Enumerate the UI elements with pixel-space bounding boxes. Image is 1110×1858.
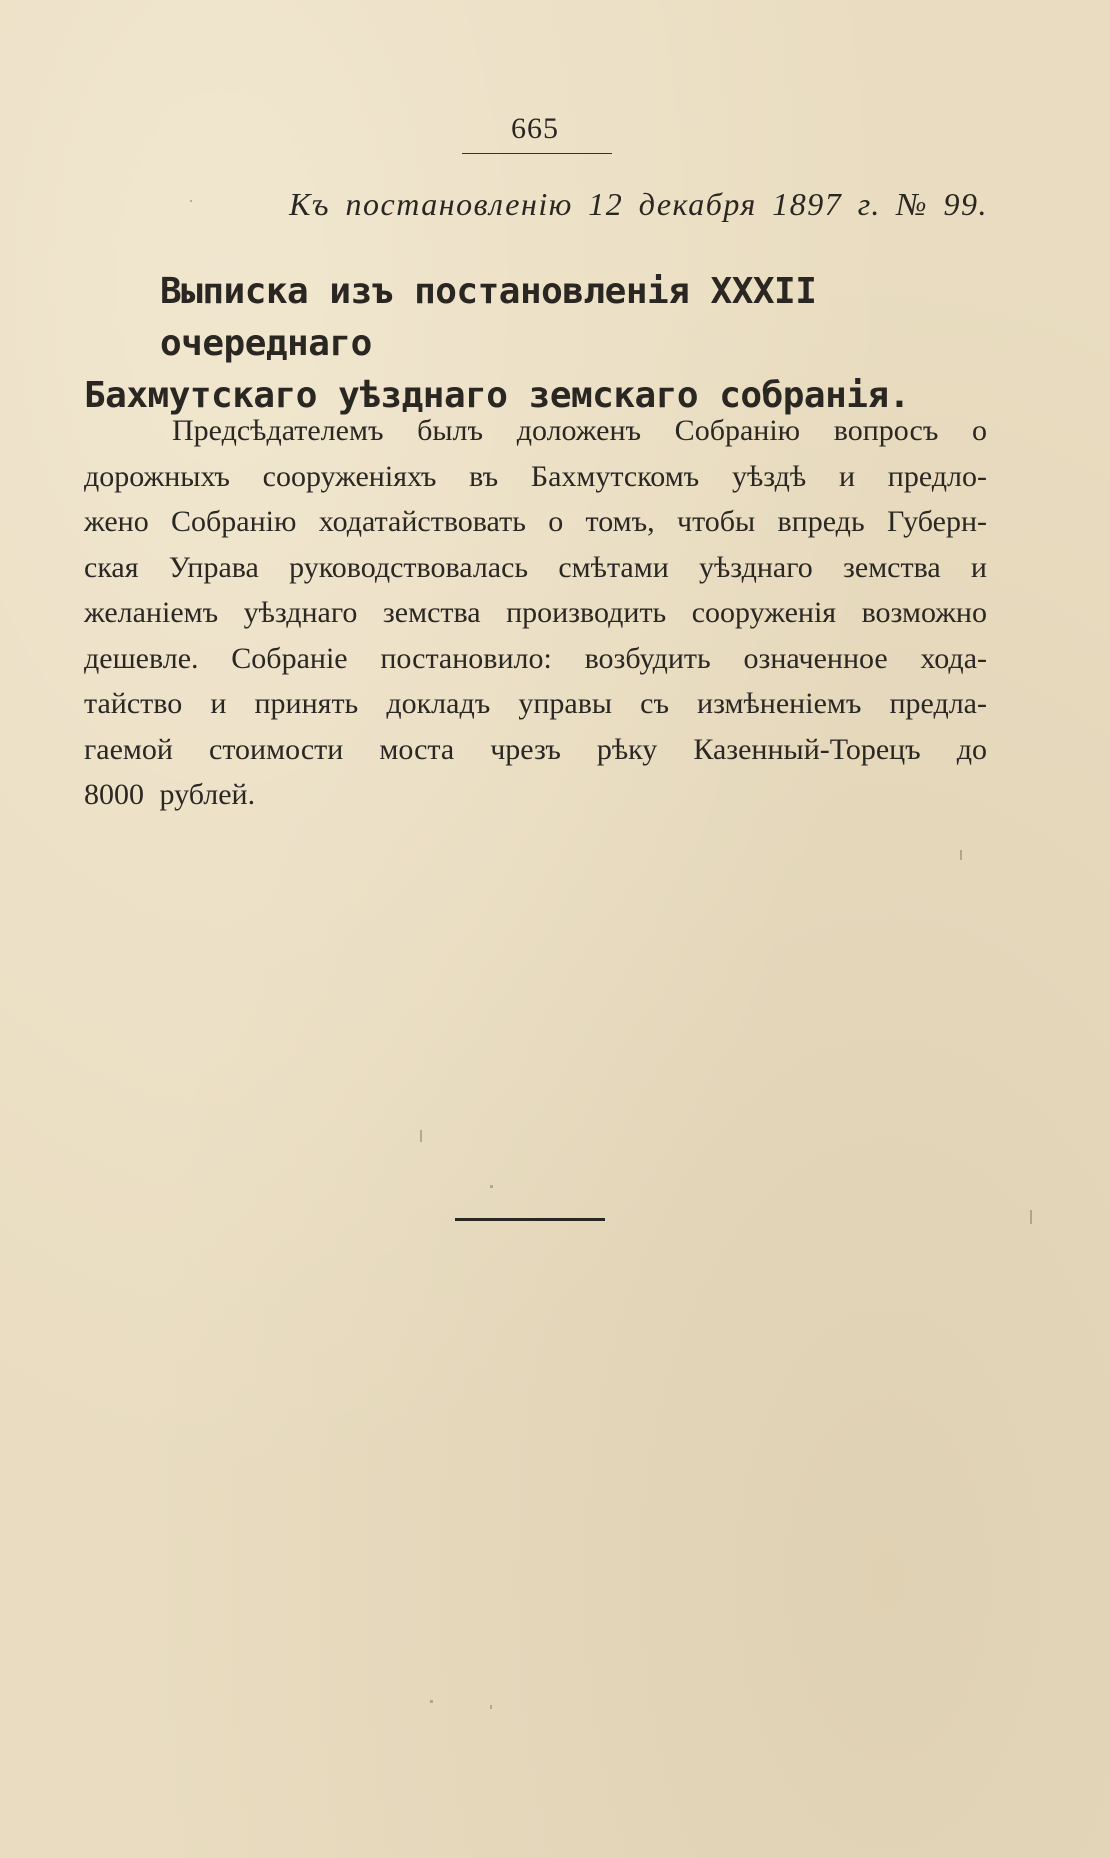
paper-speck [430, 1700, 433, 1703]
paper-speck [420, 1130, 422, 1142]
body-line: дешевле. Собраніе постановило: возбудить означенное хода- [84, 641, 987, 675]
body-line: жено Собранію ходатайствовать о томъ, чтобы впредь Губерн- [84, 505, 987, 538]
paper-speck [490, 1705, 492, 1709]
body-line: ская Управа руководствовалась смѣтами уѣзднаго земства и [84, 550, 987, 584]
body-line: гаемой стоимости моста чрезъ рѣку Казенный-Торецъ до [84, 732, 987, 766]
document-title [84, 266, 990, 422]
paper-speck [490, 1185, 493, 1188]
title-line-1: Выписка изъ постановленія XXXII очереднаго [160, 271, 817, 364]
page-number: 665 [511, 112, 559, 145]
body-line: Предсѣдателемъ былъ доложенъ Собранію вопросъ о [172, 414, 987, 447]
resolution-reference: Къ постановленію 12 декабря 1897 г. № 99. [289, 186, 988, 222]
paper-speck [190, 200, 192, 202]
paper-speck [1030, 1210, 1032, 1224]
title-line-2: Бахмутскаго уѣзднаго земскаго собранія. [84, 375, 910, 416]
paper-speck [960, 850, 962, 860]
body-line: тайство и принять докладъ управы съ измѣненіемъ предла- [84, 687, 987, 720]
end-rule [455, 1218, 605, 1221]
page-number-rule [462, 153, 612, 154]
body-line: дорожныхъ сооруженіяхъ въ Бахмутскомъ уѣздѣ и предло- [84, 459, 987, 493]
body-paragraph [84, 408, 987, 818]
body-line: 8000 рублей. [84, 778, 256, 811]
body-line: желаніемъ уѣзднаго земства производить сооруженія возможно [84, 596, 987, 629]
